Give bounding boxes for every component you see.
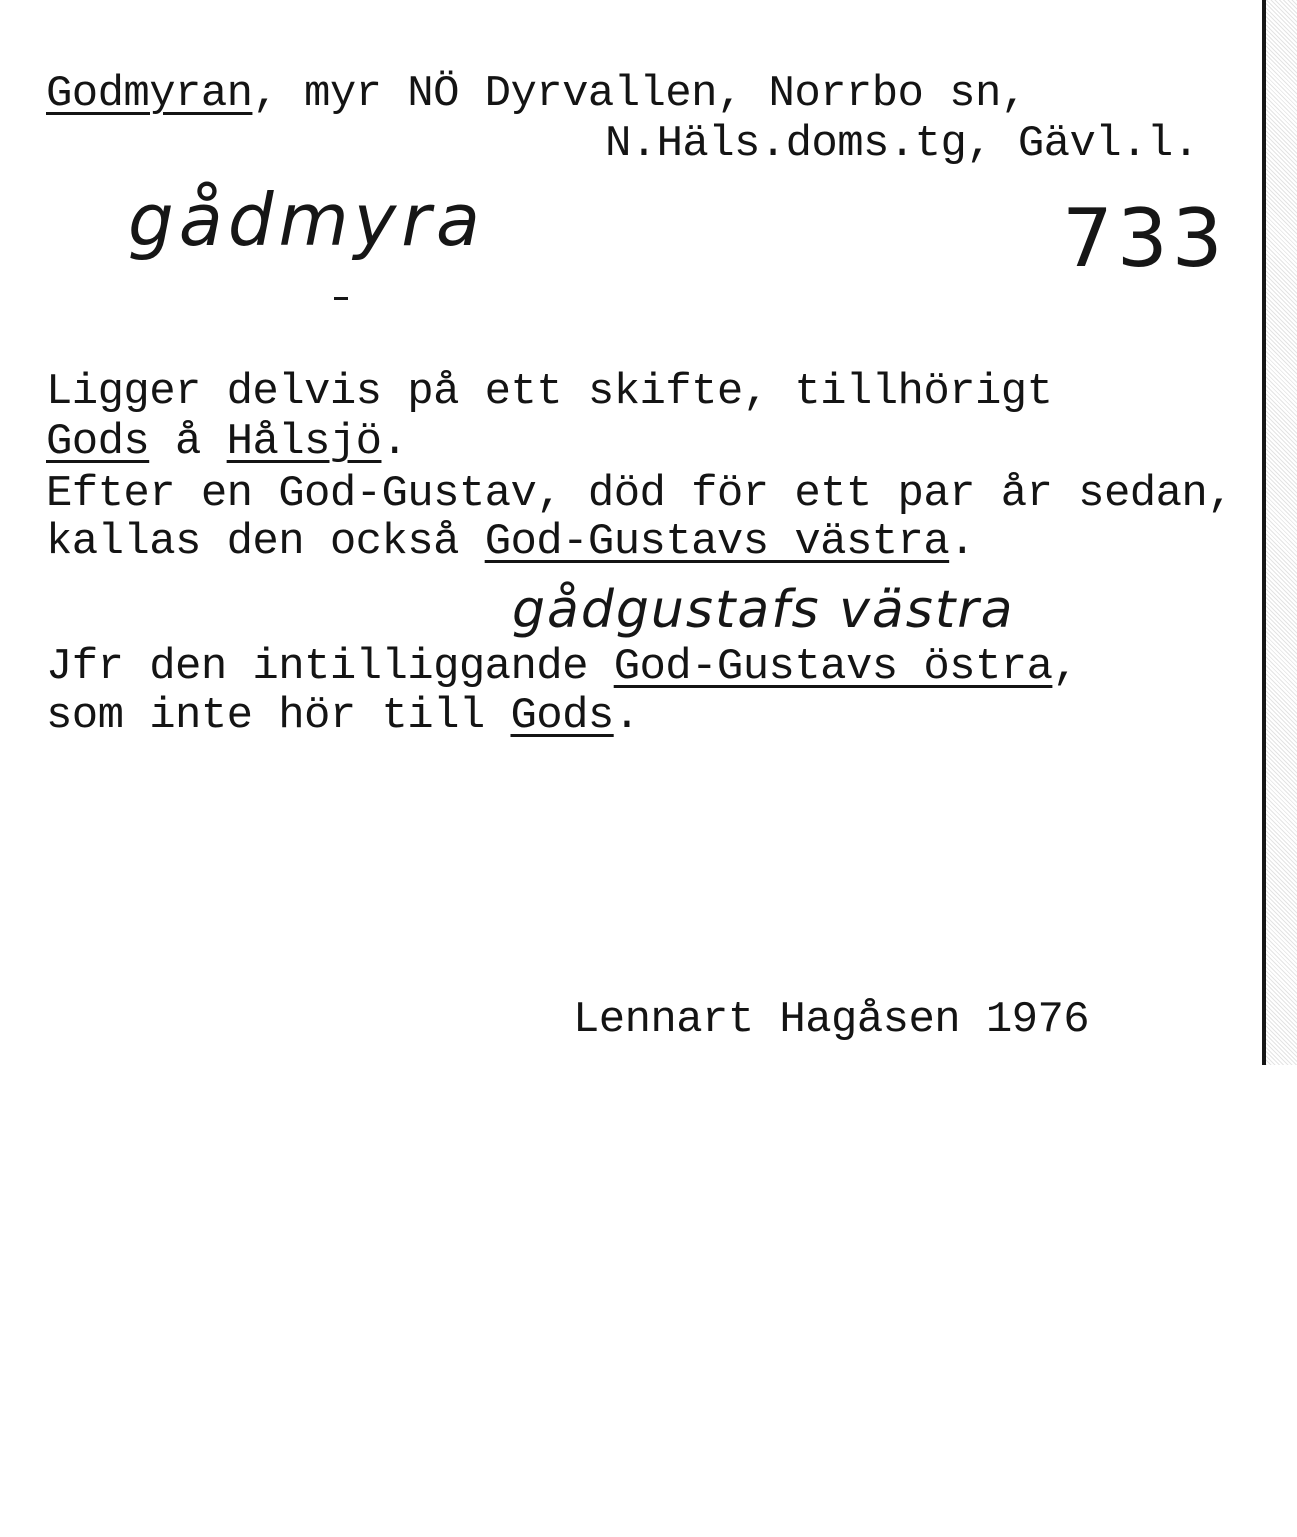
headword: Godmyran bbox=[46, 69, 253, 119]
body-line-5: Jfr den intilliggande God-Gustavs östra, bbox=[46, 642, 1079, 692]
handwritten-pronunciation: gådmyra bbox=[128, 178, 485, 262]
body-line-2: Gods å Hålsjö. bbox=[46, 417, 408, 467]
signature: Lennart Hagåsen 1976 bbox=[573, 995, 1090, 1045]
header-location: , myr NÖ Dyrvallen, Norrbo sn, bbox=[252, 69, 1027, 119]
card-edge-shadow bbox=[1266, 0, 1297, 1065]
card-number: 733 bbox=[1062, 192, 1227, 285]
header-line-1 bbox=[46, 69, 1027, 119]
body-line-3: Efter en God-Gustav, död för ett par år sedan, bbox=[46, 469, 1233, 519]
card-edge-line bbox=[1262, 0, 1266, 1065]
body-line-1: Ligger delvis på ett skifte, tillhörigt bbox=[46, 367, 1053, 417]
body-line-6: som inte hör till Gods. bbox=[46, 691, 640, 741]
header-line-2: N.Häls.doms.tg, Gävl.l. bbox=[605, 119, 1199, 169]
place-gods-2: Gods bbox=[510, 691, 614, 741]
place-gods: Gods bbox=[46, 417, 150, 467]
handwritten-pronunciation-2: gådgustafs västra bbox=[512, 580, 1015, 640]
name-god-gustavs-ostra: God-Gustavs östra bbox=[613, 642, 1053, 692]
stress-mark bbox=[334, 297, 348, 300]
name-god-gustavs-vastra: God-Gustavs västra bbox=[484, 517, 950, 567]
body-line-4: kallas den också God-Gustavs västra. bbox=[46, 517, 975, 567]
place-halsjo: Hålsjö bbox=[226, 417, 382, 467]
